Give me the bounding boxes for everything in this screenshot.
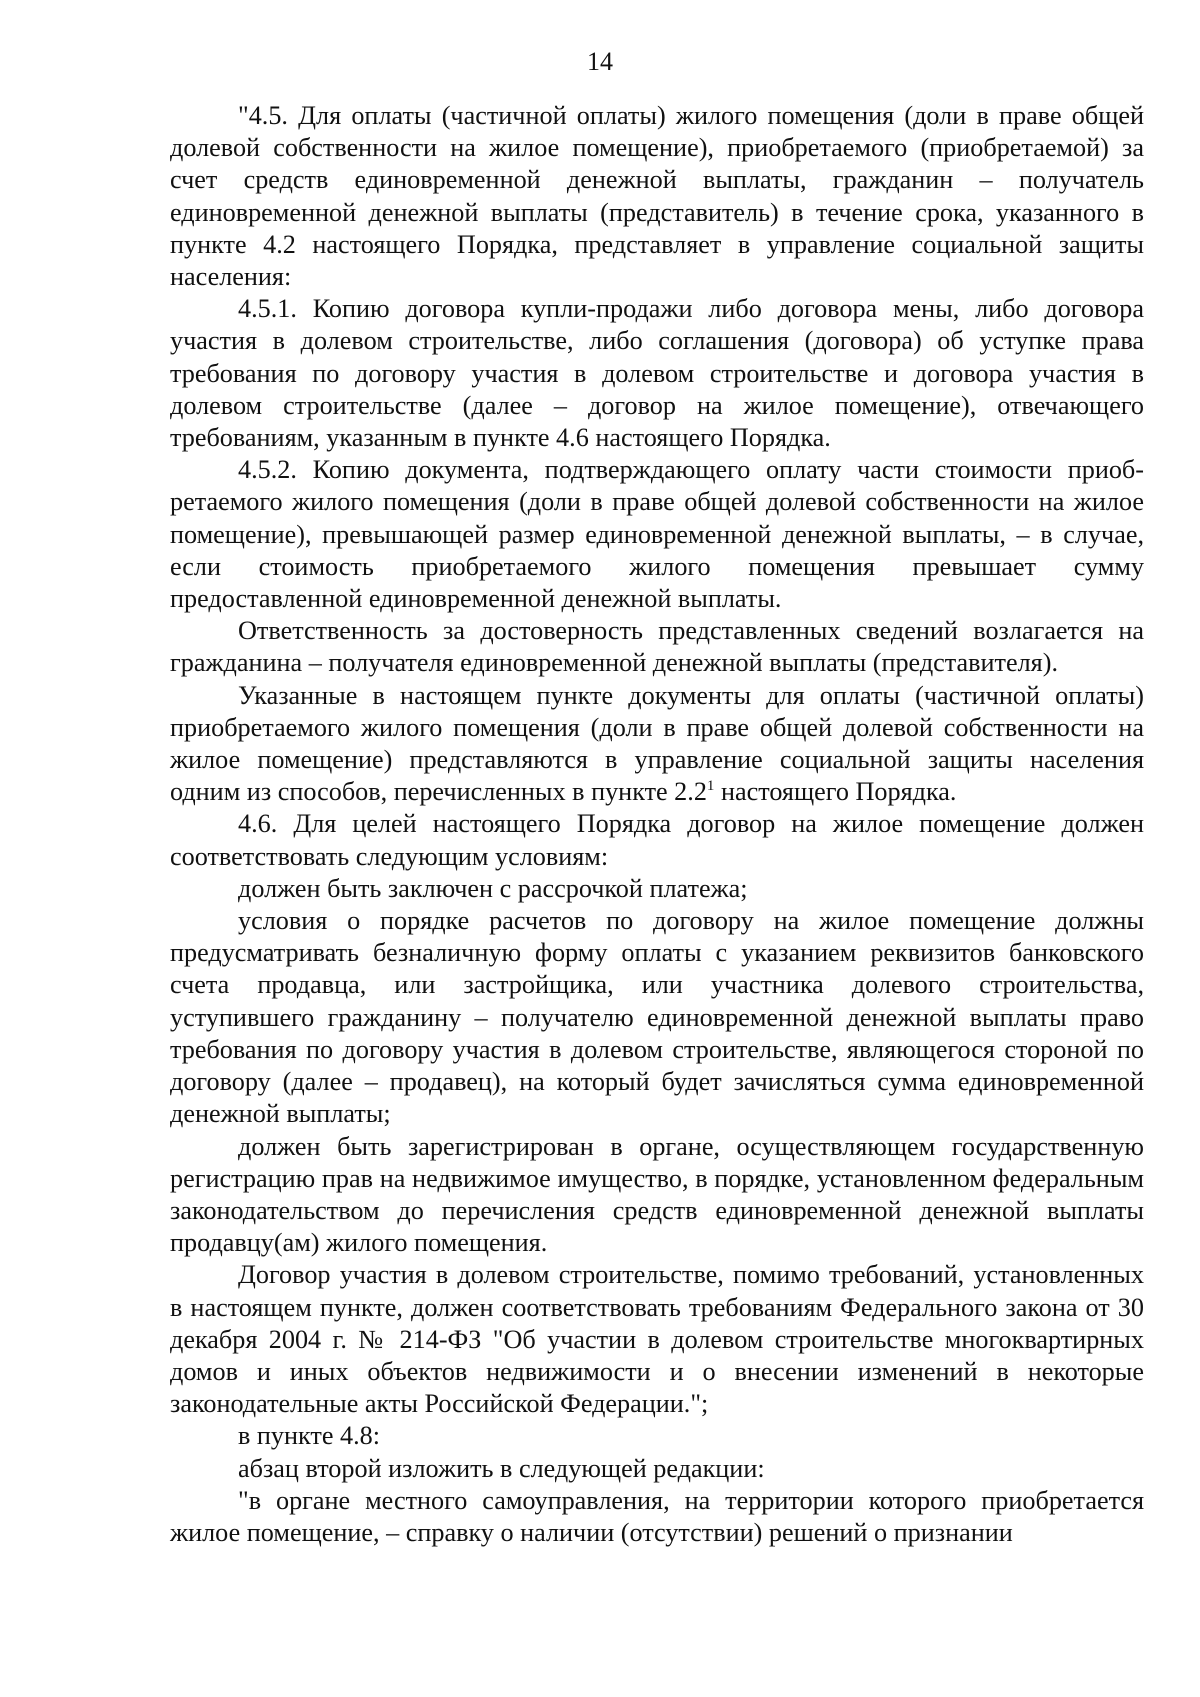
footnote-superscript: 1 [706, 778, 715, 795]
page-number: 14 [587, 47, 613, 76]
paragraph-payment-terms: условия о порядке расчетов по договору на жилое помещение должны предусматривать безналичную форму оплаты с указанием реквизитов банковского счета продавца, или застройщика, или участника долевого строительства, уступившего гражданину – получателю единовременной денежной выплаты право требования по договору участия в долевом строительстве, являющегося стороной по договору (далее – продавец), на который будет зачисляться сумма единовременной денежной выплаты; [170, 906, 1144, 1129]
paragraph-second-paragraph: абзац второй изложить в следующей редакции: [238, 1453, 765, 1483]
paragraph-responsibility: Ответственность за достоверность представленных сведений возлагается на гражданина – получателя единовременной денежной выплаты (представителя). [170, 616, 1144, 678]
paragraph-4-5: "4.5. Для оплаты (частичной оплаты) жилого помещения (доли в праве общей долевой собственности на жилое помещение), приобретаемого (приобретаемой) за счет средств единовременной денежной выплаты, гражданин – получатель единовременной денежной выплаты (представитель) в течение срока, указанного в пункте 4.2 настоящего Порядка, представляет в управление социальной защиты населения: [170, 101, 1144, 292]
paragraph-in-point-4-8: в пункте 4.8: [238, 1421, 381, 1451]
paragraph-4-5-2: 4.5.2. Копию документа, подтверждающего оплату части стоимости приобретаемого жилого помещения (доли в праве общей долевой собственности на жилое помещение), превышающей размер единовременной денежной выплаты, – в случае, если стоимость приобретаемого жилого помещения превышает сумму предоставленной единовременной денежной выплаты. [170, 455, 1144, 614]
paragraph-registration: должен быть зарегистрирован в органе, осуществляющем государственную регистрацию прав на недвижимое имущество, в порядке, установленном федеральным законодательством до перечисления средств единовременной денежной выплаты продавцу(ам) жилого помещения. [170, 1131, 1144, 1258]
paragraph-submission-text: Указанные в настоящем пункте документы для оплаты (частичной оплаты) приобретаемого жилого помещения (доли в праве общей долевой собственности на жилое помещение) представляются в управление социальной защиты населения одним из способов, перечисленных в пункте 2.2 [170, 680, 1144, 807]
paragraph-submission-tail: настоящего Порядка. [714, 777, 957, 807]
paragraph-4-6: 4.6. Для целей настоящего Порядка договор на жилое помещение должен соответствовать следующим условиям: [170, 809, 1144, 871]
paragraph-submission [170, 680, 1144, 809]
paragraph-installment: должен быть заключен с рассрочкой платежа; [238, 873, 748, 903]
paragraph-local-government: "в органе местного самоуправления, на территории которого приобретается жилое помещение, – справку о наличии (отсутствии) решений о признании [170, 1485, 1144, 1547]
paragraph-equity-contract: Договор участия в долевом строительстве, помимо требований, установленных в настоящем пункте, должен соответствовать требованиям Федерального закона от 30 декабря 2004 г. № 214-ФЗ "Об участии в долевом строительстве многоквартирных домов и иных объектов недвижимости и о внесении изменений в некоторые законодательные акты Российской Федерации."; [170, 1260, 1144, 1419]
paragraph-4-5-1: 4.5.1. Копию договора купли-продажи либо договора мены, либо договора участия в долевом строительстве, либо соглашения (договора) об уступке права требования по договору участия в долевом строительстве и договора участия в долевом строительстве (далее – договор на жилое помещение), отвечающего требованиям, указанным в пункте 4.6 настоящего Порядка. [170, 294, 1144, 453]
document-body [170, 100, 1144, 1549]
